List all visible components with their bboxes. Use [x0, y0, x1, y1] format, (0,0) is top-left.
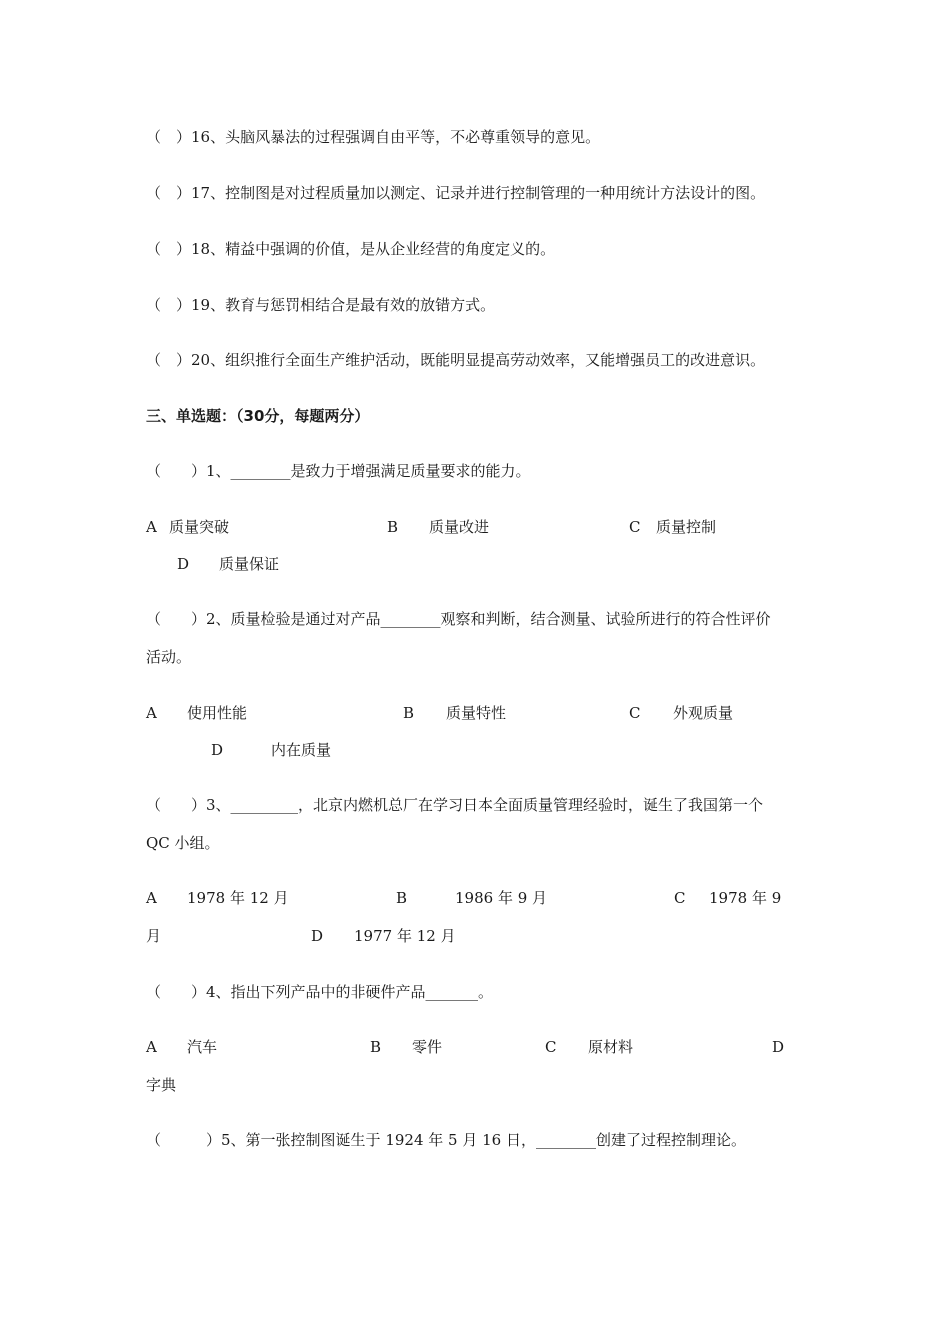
question-16: （ ）16、头脑风暴法的过程强调自由平等，不必尊重领导的意见。 — [146, 128, 601, 146]
q4-option-c-text: 原材料 — [588, 1038, 634, 1056]
mc-question-2-stem-cont: 活动。 — [146, 648, 192, 666]
mc-question-2-stem: （ ）2、质量检验是通过对产品________观察和判断，结合测量、试验所进行的符合性评价 — [146, 610, 771, 628]
q1-option-b-text: 质量改进 — [429, 518, 490, 536]
q4-option-b-letter: B — [370, 1038, 382, 1056]
q4-option-d-letter: D — [772, 1038, 785, 1056]
q3-option-b-text: 1986 年 9 月 — [455, 889, 548, 907]
q1-option-d-letter: D — [177, 555, 190, 573]
q1-option-c-text: 质量控制 — [656, 518, 717, 536]
q2-option-b-text: 质量特性 — [446, 704, 507, 722]
q3-option-d-letter: D — [311, 927, 324, 945]
mc-question-5-stem: （ ）5、第一张控制图诞生于 1924 年 5 月 16 日，________创建了过程控制理论。 — [146, 1131, 746, 1149]
q1-option-d-text: 质量保证 — [219, 555, 280, 573]
q3-option-a-text: 1978 年 12 月 — [187, 889, 289, 907]
mc-question-3-stem-cont: QC 小组。 — [146, 834, 220, 852]
q4-option-d-text: 字典 — [146, 1076, 177, 1094]
q4-option-c-letter: C — [545, 1038, 557, 1056]
q1-option-a-text: 质量突破 — [169, 518, 230, 536]
q2-option-a-letter: A — [146, 704, 157, 722]
q2-option-c-letter: C — [629, 704, 641, 722]
section-heading: 三、单选题：（30分，每题两分） — [146, 407, 370, 425]
q1-option-c-letter: C — [629, 518, 641, 536]
q4-option-b-text: 零件 — [412, 1038, 443, 1056]
q2-option-b-letter: B — [403, 704, 415, 722]
q3-option-c-letter: C — [674, 889, 686, 907]
q3-option-b-letter: B — [396, 889, 408, 907]
q2-option-d-text: 内在质量 — [271, 741, 332, 759]
question-19: （ ）19、教育与惩罚相结合是最有效的放错方式。 — [146, 296, 496, 314]
q3-option-c-text: 1978 年 9 — [709, 889, 782, 907]
q4-option-a-text: 汽车 — [187, 1038, 218, 1056]
q2-option-d-letter: D — [211, 741, 224, 759]
q2-option-c-text: 外观质量 — [673, 704, 734, 722]
q1-option-b-letter: B — [387, 518, 399, 536]
q3-option-a-letter: A — [146, 889, 157, 907]
q3-option-c-text-cont: 月 — [146, 927, 162, 945]
mc-question-1-stem: （ ）1、________是致力于增强满足质量要求的能力。 — [146, 462, 531, 480]
q2-option-a-text: 使用性能 — [187, 704, 248, 722]
q1-option-a-letter: A — [146, 518, 157, 536]
q4-option-a-letter: A — [146, 1038, 157, 1056]
question-18: （ ）18、精益中强调的价值，是从企业经营的角度定义的。 — [146, 240, 556, 258]
question-20: （ ）20、组织推行全面生产维护活动，既能明显提高劳动效率，又能增强员工的改进意识。 — [146, 351, 766, 369]
q3-option-d-text: 1977 年 12 月 — [354, 927, 456, 945]
question-17: （ ）17、控制图是对过程质量加以测定、记录并进行控制管理的一种用统计方法设计的图。 — [146, 184, 766, 202]
mc-question-3-stem: （ ）3、_________，北京内燃机总厂在学习日本全面质量管理经验时，诞生了我国第一个 — [146, 796, 764, 814]
mc-question-4-stem: （ ）4、指出下列产品中的非硬件产品_______。 — [146, 983, 494, 1001]
